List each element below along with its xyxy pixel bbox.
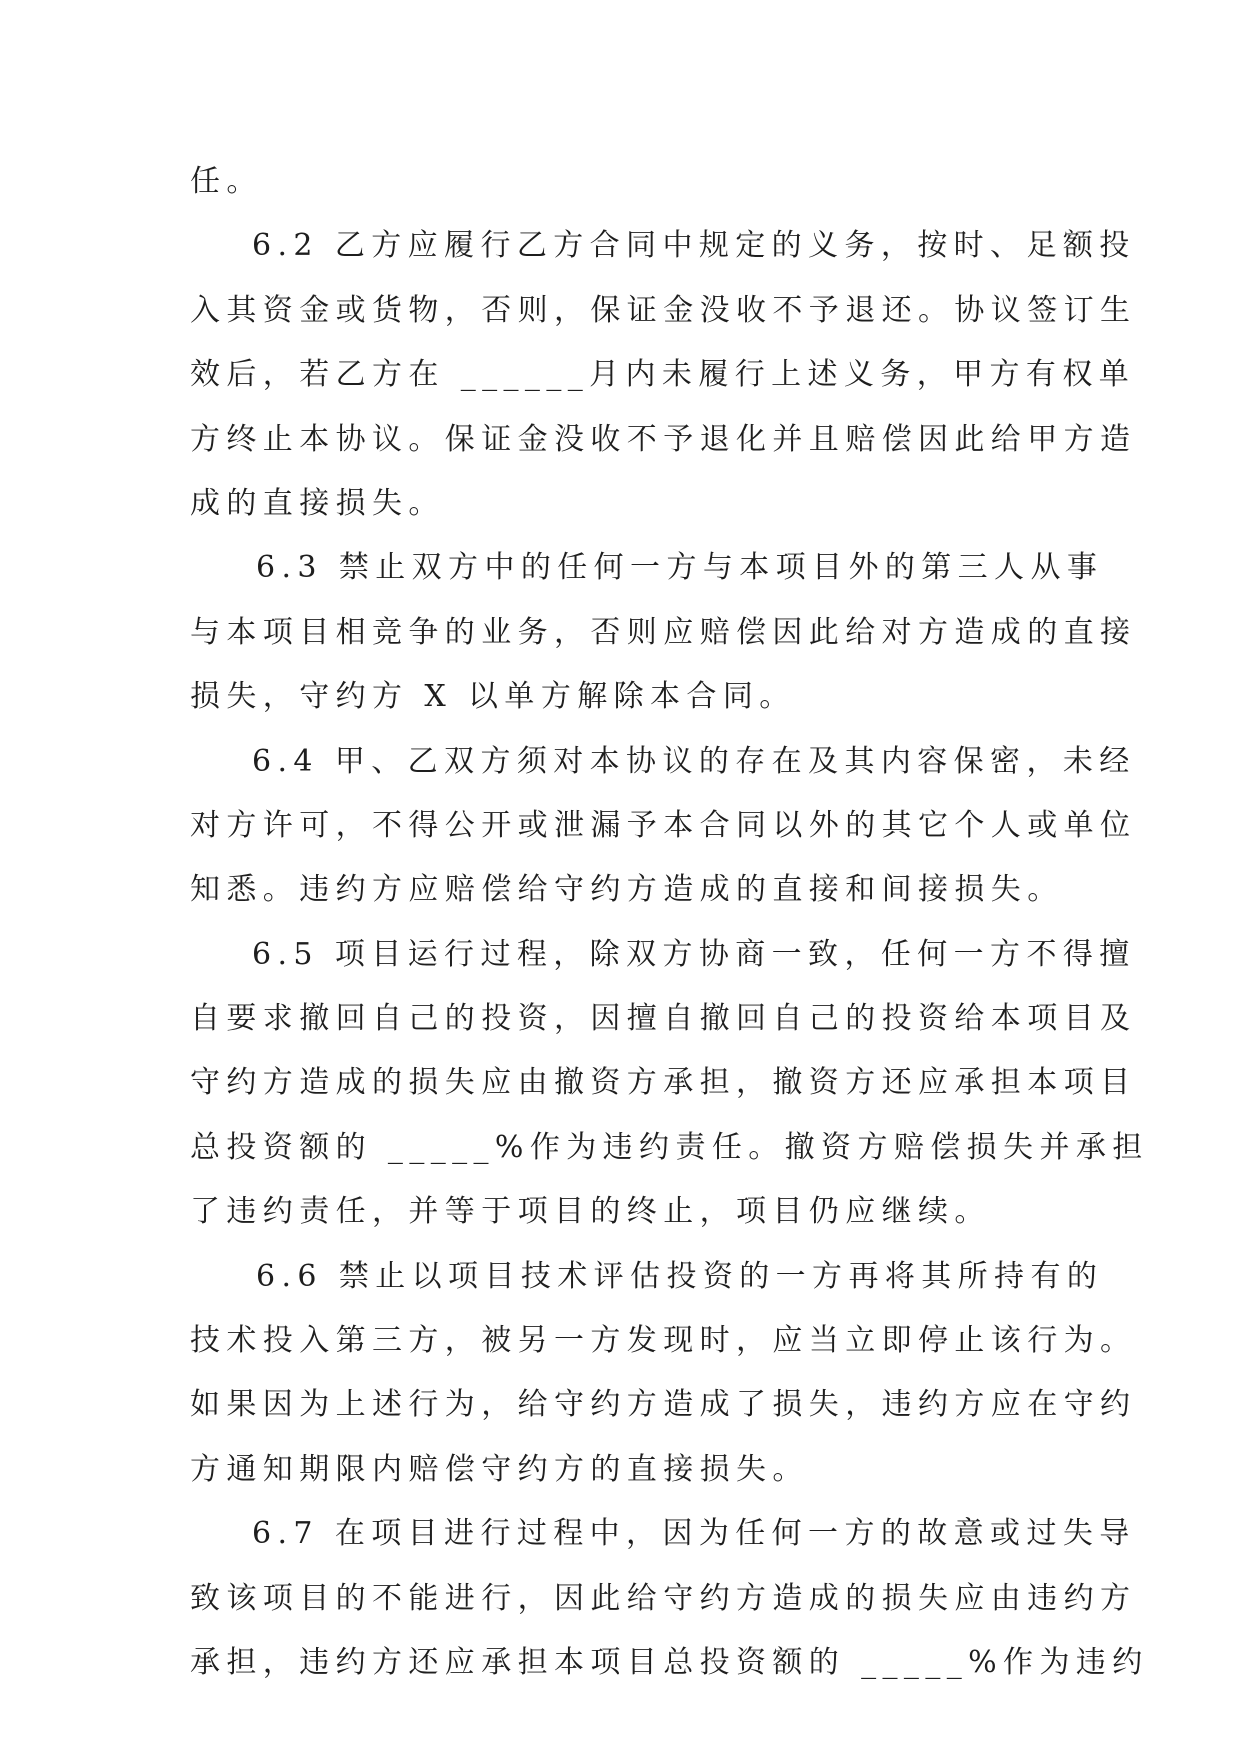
text-line: 成的直接损失。 bbox=[190, 485, 445, 521]
text-line: 入其资金或货物，否则，保证金没收不予退还。协议签订生 bbox=[190, 292, 1137, 328]
text-line: 承担，违约方还应承担本项目总投资额的 _____%作为违约 bbox=[190, 1644, 1149, 1680]
text-line: 任。 bbox=[190, 164, 263, 199]
clause-6-2-heading-line: 6.2 乙方应履行乙方合同中规定的义务，按时、足额投 bbox=[252, 228, 1136, 264]
text-line: 总投资额的 _____%作为违约责任。撤资方赔偿损失并承担 bbox=[190, 1129, 1149, 1165]
text-line: 与本项目相竞争的业务，否则应赔偿因此给对方造成的直接 bbox=[190, 614, 1137, 650]
clause-6-7-heading-line: 6.7 在项目进行过程中，因为任何一方的故意或过失导 bbox=[252, 1516, 1136, 1552]
text-line: 方终止本协议。保证金没收不予退化并且赔偿因此给甲方造 bbox=[190, 421, 1137, 457]
text-line: 方通知期限内赔偿守约方的直接损失。 bbox=[190, 1451, 809, 1487]
text-line: 如果因为上述行为，给守约方造成了损失，违约方应在守约 bbox=[190, 1387, 1137, 1423]
text-line: 效后，若乙方在 ______月内未履行上述义务，甲方有权单 bbox=[190, 357, 1136, 393]
text-line: 损失，守约方 X 以单方解除本合同。 bbox=[190, 679, 796, 715]
text-line: 对方许可，不得公开或泄漏予本合同以外的其它个人或单位 bbox=[190, 807, 1137, 843]
text-line: 守约方造成的损失应由撤资方承担，撤资方还应承担本项目 bbox=[190, 1065, 1137, 1101]
clause-6-6-heading-line: 6.6 禁止以项目技术评估投资的一方再将其所持有的 bbox=[256, 1258, 1104, 1294]
text-line: 技术投入第三方，被另一方发现时，应当立即停止该行为。 bbox=[190, 1323, 1137, 1359]
document-body bbox=[190, 150, 1149, 1695]
clause-6-5-heading-line: 6.5 项目运行过程，除双方协商一致，任何一方不得擅 bbox=[252, 936, 1136, 972]
clause-6-3-heading-line: 6.3 禁止双方中的任何一方与本项目外的第三人从事 bbox=[256, 550, 1104, 586]
text-line: 了违约责任，并等于项目的终止，项目仍应继续。 bbox=[190, 1194, 991, 1230]
text-line: 致该项目的不能进行，因此给守约方造成的损失应由违约方 bbox=[190, 1580, 1137, 1616]
clause-6-4-heading-line: 6.4 甲、乙双方须对本协议的存在及其内容保密，未经 bbox=[252, 743, 1136, 779]
text-line: 知悉。违约方应赔偿给守约方造成的直接和间接损失。 bbox=[190, 872, 1064, 908]
text-line: 自要求撤回自己的投资，因擅自撤回自己的投资给本项目及 bbox=[190, 1001, 1137, 1037]
